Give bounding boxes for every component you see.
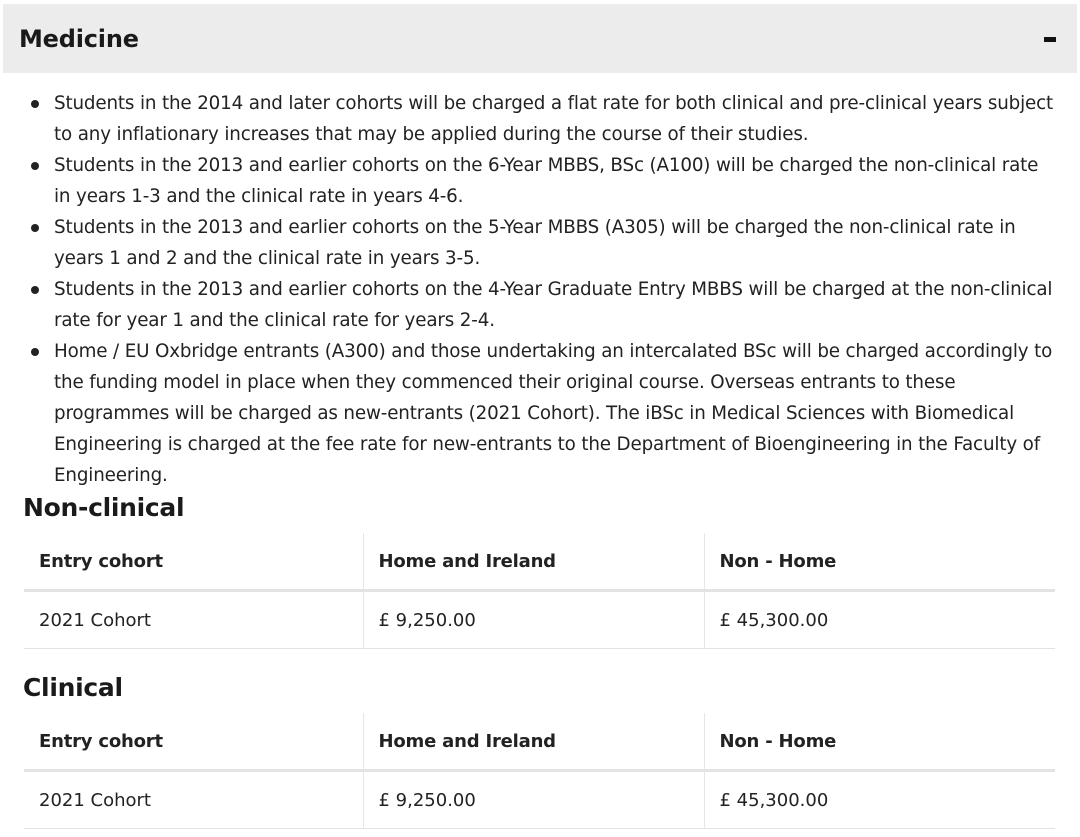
cell-entry-cohort: 2021 Cohort	[24, 771, 363, 829]
column-header-home-and-ireland: Home and Ireland	[363, 533, 704, 591]
list-item-text: Students in the 2013 and earlier cohorts on the 6-Year MBBS, BSc (A100) will be charged the non-clinical rate in years 1-3 and the clinical rate in years 4-6.	[54, 155, 1039, 207]
bullet-icon	[31, 162, 39, 170]
table-header-row	[24, 533, 1055, 591]
fee-notes-list	[28, 88, 1058, 491]
non-clinical-fee-table	[24, 533, 1055, 649]
column-header-non-home: Non - Home	[704, 713, 1055, 771]
cell-non-home-fee: £ 45,300.00	[704, 771, 1055, 829]
bullet-icon	[31, 348, 39, 356]
list-item	[28, 88, 1058, 150]
list-item-text: Home / EU Oxbridge entrants (A300) and those undertaking an intercalated BSc will be charged accordingly to the funding model in place when they commenced their original course. Overseas entrants to these programmes will be charged as new-entrants (2021 Cohort). The iBSc in Medical Sciences with Biomedical Engineering is charged at the fee rate for new-entrants to the Department of Bioengineering in the Faculty of Engineering.	[54, 341, 1053, 486]
cell-home-fee: £ 9,250.00	[363, 771, 704, 829]
cell-non-home-fee: £ 45,300.00	[704, 591, 1055, 649]
clinical-fee-table	[24, 713, 1055, 829]
accordion-header-medicine[interactable]	[3, 4, 1077, 73]
list-item	[28, 274, 1058, 336]
table-header-row	[24, 713, 1055, 771]
bullet-icon	[31, 224, 39, 232]
column-header-home-and-ireland: Home and Ireland	[363, 713, 704, 771]
list-item	[28, 212, 1058, 274]
cell-entry-cohort: 2021 Cohort	[24, 591, 363, 649]
bullet-icon	[31, 100, 39, 108]
list-item	[28, 150, 1058, 212]
accordion-title: Medicine	[19, 25, 139, 53]
collapse-button[interactable]	[1040, 28, 1060, 50]
list-item	[28, 336, 1058, 491]
minus-icon	[1044, 37, 1056, 42]
cell-home-fee: £ 9,250.00	[363, 591, 704, 649]
column-header-entry-cohort: Entry cohort	[24, 533, 363, 591]
list-item-text: Students in the 2013 and earlier cohorts on the 4-Year Graduate Entry MBBS will be charged at the non-clinical rate for year 1 and the clinical rate for years 2-4.	[54, 279, 1053, 331]
section-title-clinical: Clinical	[23, 673, 123, 702]
table-row	[24, 591, 1055, 649]
column-header-entry-cohort: Entry cohort	[24, 713, 363, 771]
list-item-text: Students in the 2014 and later cohorts will be charged a flat rate for both clinical and pre-clinical years subject to any inflationary increases that may be applied during the course of their studies.	[54, 93, 1054, 145]
section-title-non-clinical: Non-clinical	[23, 493, 185, 522]
bullet-icon	[31, 286, 39, 294]
list-item-text: Students in the 2013 and earlier cohorts on the 5-Year MBBS (A305) will be charged the non-clinical rate in years 1 and 2 and the clinical rate in years 3-5.	[54, 217, 1016, 269]
table-row	[24, 771, 1055, 829]
column-header-non-home: Non - Home	[704, 533, 1055, 591]
